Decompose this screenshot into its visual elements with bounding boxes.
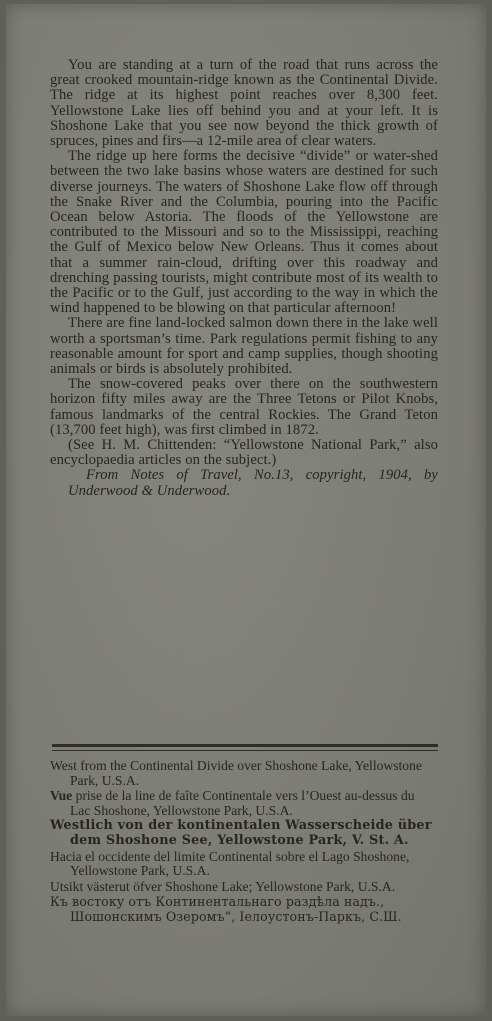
caption-german: Westlich von der kontinentalen Wasserscheide über dem Shoshone See, Yellowstone Park, V. St. A.	[50, 818, 432, 848]
paragraph: You are standing at a turn of the road that runs across the great crooked mountain-ridge known as the Continental Divide. The ridge at its highest point reaches over 8,300 feet. Yellowstone Lake lies off behind you and at your left. It is Shoshone Lake that you see now beyond the thick growth of spruces, pines and firs—a 12-mile area of clear waters.	[50, 57, 438, 150]
multilingual-captions	[50, 759, 438, 926]
paragraph: The snow-covered peaks over there on the southwestern horizon fifty miles away are the Three Tetons or Pilot Knobs, famous landmarks of the central Rockies. The Grand Teton (13,700 feet high), was first climbed in 1872.	[50, 376, 438, 438]
divider-thick	[52, 744, 438, 747]
paragraph: There are fine land-locked salmon down there in the lake well worth a sportsman’s time. Park regulations permit fishing to any reasonable amount for sport and camp supplies, though shooting animals or birds is absolutely prohibited.	[50, 315, 438, 378]
paragraph: The ridge up here forms the decisive “divide” or water-shed between the two lake basins whose waters are destined for such diverse journeys. The waters of Shoshone Lake flow off through the Snake River and the Columbia, pouring into the Pacific Ocean below Astoria. The floods of the Yellowstone are contributed to the Missouri and so to the Mississippi, reaching the Gulf of Mexico below New Orleans. Thus it comes about that a summer rain-cloud, drifting over this roadway and drenching passing tourists, might contribute most of its wealth to the Pacific or to the Gulf, just according to the way in which the wind happened to be blowing on that particular afternoon!	[50, 148, 438, 317]
caption-spanish: Hacia el occidente del limite Continental sobre el Lago Shoshone, Yellowstone Park, U.S.A.	[50, 848, 410, 879]
copyright-credit: From Notes of Travel, No.13, copyright, 1904, by Underwood & Underwood.	[68, 467, 438, 499]
caption-french-lead: Vue	[50, 788, 73, 804]
caption-swedish: Utsikt västerut öfver Shoshone Lake; Yellowstone Park, U.S.A.	[50, 878, 396, 894]
caption-english: West from the Continental Divide over Shoshone Lake, Yellowstone Park, U.S.A.	[50, 758, 422, 788]
description-text	[50, 58, 438, 499]
caption-french-text: prise de la line de faîte Continentale vers l’Ouest au-dessus du Lac Shoshone, Yellowstone Park, U.S.A.	[70, 788, 415, 818]
divider-thin	[52, 750, 438, 751]
caption-french	[50, 789, 438, 818]
paragraph: (See H. M. Chittenden: “Yellowstone National Park,” also encyclopaedia articles on the subject.)	[50, 437, 438, 469]
caption-russian: Къ востоку отъ Континентальнаго раздѣла надъ., Шошонскимъ Озеромъ“, Іелоустонъ-Паркъ, С.Ш.	[50, 894, 402, 924]
